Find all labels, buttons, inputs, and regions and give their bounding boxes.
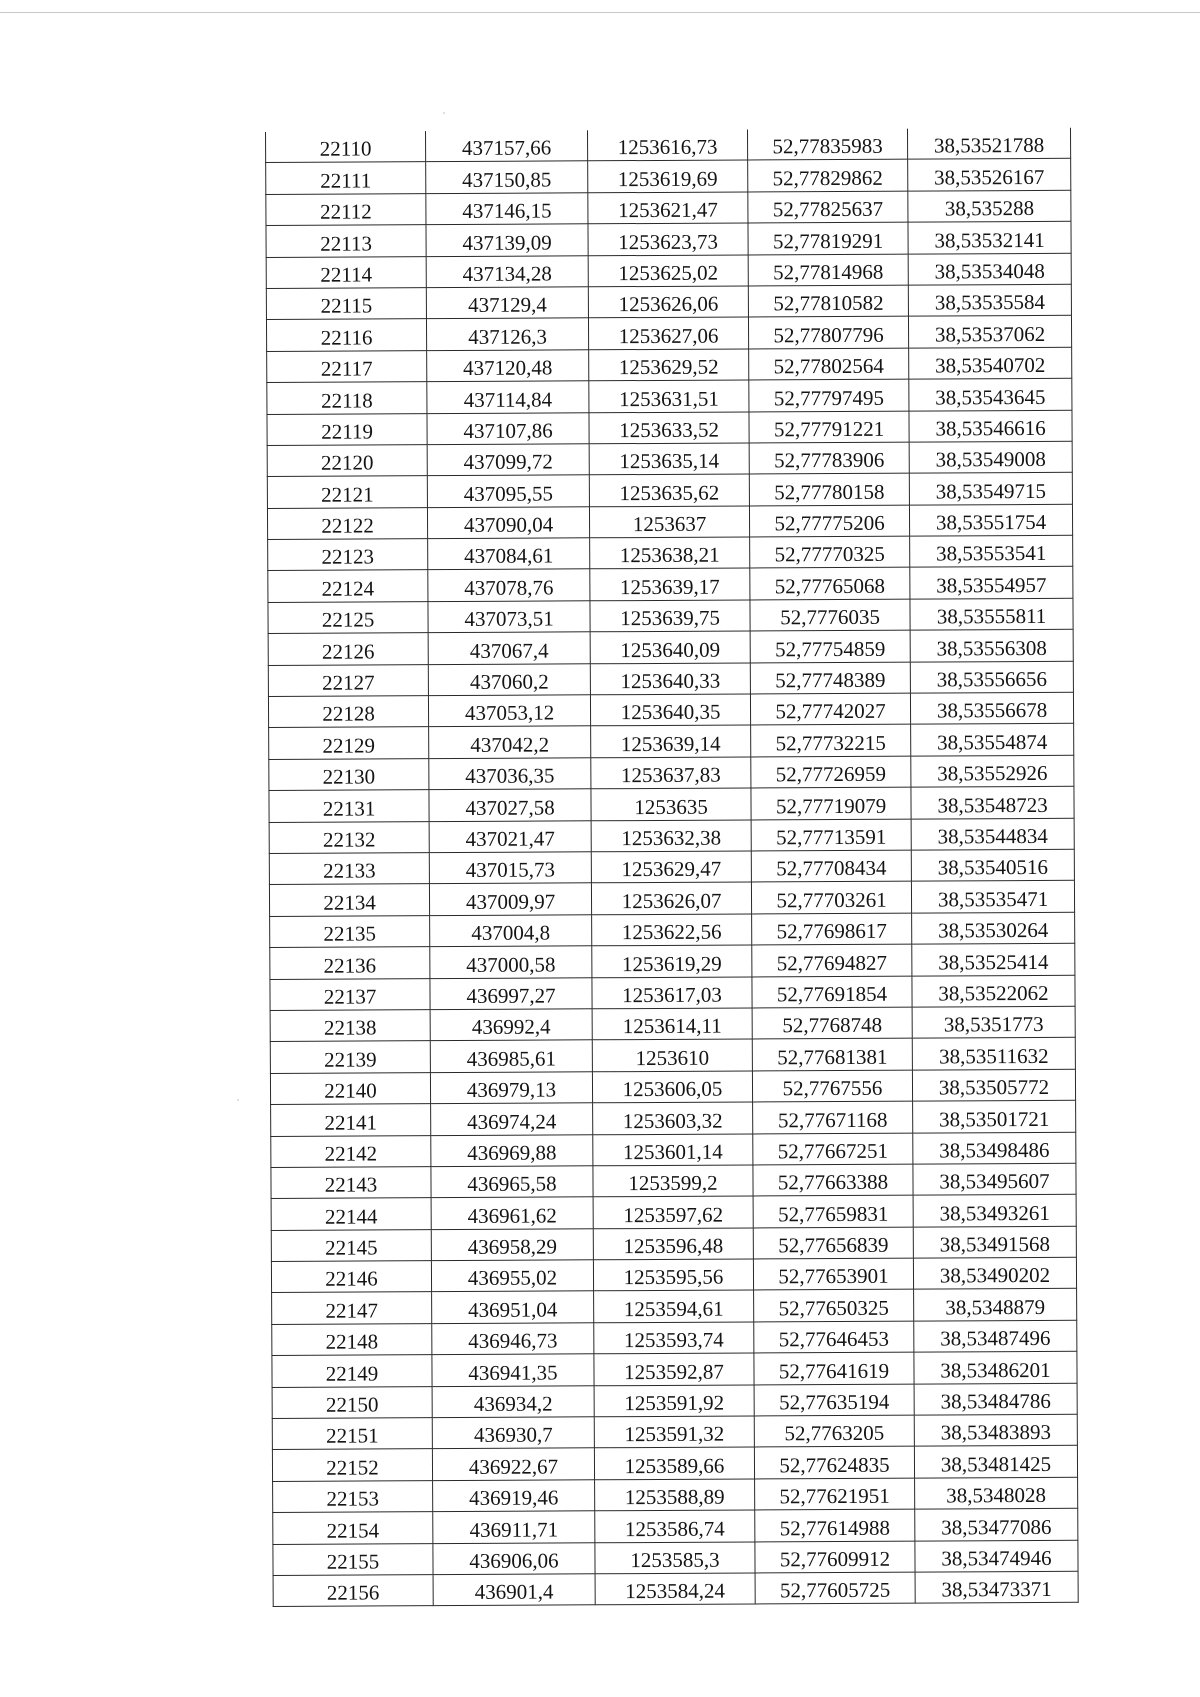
x-coordinate-cell: 436985,61 (430, 1040, 592, 1072)
x-coordinate-cell: 437027,58 (429, 789, 591, 821)
latitude-cell: 52,77614988 (755, 1509, 915, 1541)
latitude-cell: 52,77742027 (750, 693, 910, 725)
x-coordinate-cell: 436911,71 (433, 1511, 595, 1543)
y-coordinate-cell: 1253638,21 (590, 537, 750, 569)
latitude-cell: 52,77802564 (749, 348, 909, 380)
point-number-cell: 22131 (269, 790, 429, 822)
x-coordinate-cell: 436974,24 (431, 1103, 593, 1135)
point-number-cell: 22140 (270, 1072, 430, 1104)
x-coordinate-cell: 436941,35 (432, 1354, 594, 1386)
point-number-cell: 22113 (266, 225, 426, 257)
table-row (266, 190, 1071, 226)
x-coordinate-cell: 437015,73 (429, 852, 591, 884)
table-row (273, 1477, 1078, 1513)
longitude-cell: 38,53477086 (915, 1508, 1078, 1540)
y-coordinate-cell: 1253637 (589, 506, 749, 538)
y-coordinate-cell: 1253623,73 (588, 223, 748, 255)
point-number-cell: 22132 (269, 821, 429, 853)
table-row (268, 598, 1073, 634)
table-row (270, 912, 1075, 948)
y-coordinate-cell: 1253639,75 (590, 600, 750, 632)
table-row (267, 378, 1072, 414)
x-coordinate-cell: 437090,04 (427, 506, 589, 538)
longitude-cell: 38,5348879 (914, 1289, 1077, 1321)
point-number-cell: 22118 (267, 382, 427, 414)
table-row (272, 1414, 1077, 1450)
coordinates-table (265, 128, 1079, 1608)
latitude-cell: 52,77656839 (753, 1227, 913, 1259)
y-coordinate-cell: 1253627,06 (588, 317, 748, 349)
table-row (269, 881, 1074, 917)
latitude-cell: 52,77681381 (752, 1038, 912, 1070)
point-number-cell: 22151 (272, 1418, 432, 1450)
latitude-cell: 52,77646453 (754, 1321, 914, 1353)
point-number-cell: 22136 (270, 947, 430, 979)
table-row (272, 1289, 1077, 1325)
x-coordinate-cell: 436946,73 (432, 1323, 594, 1355)
table-row (270, 975, 1075, 1011)
longitude-cell: 38,53554957 (910, 567, 1073, 599)
latitude-cell: 52,77653901 (753, 1258, 913, 1290)
table-row (267, 410, 1072, 446)
x-coordinate-cell: 436934,2 (432, 1385, 594, 1417)
point-number-cell: 22139 (270, 1041, 430, 1073)
scan-speck (237, 1099, 239, 1101)
x-coordinate-cell: 437067,4 (428, 632, 590, 664)
longitude-cell: 38,53556308 (910, 630, 1073, 662)
table-row (267, 473, 1072, 509)
x-coordinate-cell: 436965,58 (431, 1166, 593, 1198)
latitude-cell: 52,77641619 (754, 1352, 914, 1384)
longitude-cell: 38,5348028 (915, 1477, 1078, 1509)
longitude-cell: 38,53548723 (911, 786, 1074, 818)
point-number-cell: 22155 (273, 1543, 433, 1575)
point-number-cell: 22112 (266, 193, 426, 225)
latitude-cell: 52,77814968 (748, 254, 908, 286)
y-coordinate-cell: 1253595,56 (593, 1259, 753, 1291)
latitude-cell: 52,7776035 (750, 599, 910, 631)
x-coordinate-cell: 437042,2 (429, 726, 591, 758)
x-coordinate-cell: 436906,06 (433, 1542, 595, 1574)
point-number-cell: 22111 (266, 162, 426, 194)
scan-top-edge (0, 12, 1200, 13)
latitude-cell: 52,77835983 (747, 129, 907, 161)
x-coordinate-cell: 437095,55 (427, 475, 589, 507)
y-coordinate-cell: 1253640,33 (590, 663, 750, 695)
x-coordinate-cell: 437073,51 (428, 601, 590, 633)
latitude-cell: 52,7768748 (752, 1007, 912, 1039)
y-coordinate-cell: 1253629,52 (589, 349, 749, 381)
table-row (269, 755, 1074, 791)
x-coordinate-cell: 436919,46 (433, 1480, 595, 1512)
y-coordinate-cell: 1253640,35 (590, 694, 750, 726)
longitude-cell: 38,53474946 (915, 1540, 1078, 1572)
table-row (269, 786, 1074, 822)
point-number-cell: 22114 (266, 256, 426, 288)
longitude-cell: 38,53555811 (910, 598, 1073, 630)
x-coordinate-cell: 437146,15 (426, 193, 588, 225)
point-number-cell: 22137 (270, 978, 430, 1010)
y-coordinate-cell: 1253622,56 (592, 914, 752, 946)
latitude-cell: 52,77810582 (748, 285, 908, 317)
x-coordinate-cell: 437120,48 (427, 350, 589, 382)
longitude-cell: 38,53481425 (914, 1446, 1077, 1478)
point-number-cell: 22130 (269, 758, 429, 790)
longitude-cell: 38,53511632 (912, 1038, 1075, 1070)
y-coordinate-cell: 1253614,11 (592, 1008, 752, 1040)
y-coordinate-cell: 1253640,09 (590, 631, 750, 663)
y-coordinate-cell: 1253626,07 (591, 882, 751, 914)
longitude-cell: 38,53540516 (911, 849, 1074, 881)
latitude-cell: 52,7767556 (752, 1070, 912, 1102)
point-number-cell: 22144 (271, 1198, 431, 1230)
latitude-cell: 52,77765068 (750, 568, 910, 600)
y-coordinate-cell: 1253616,73 (587, 129, 747, 161)
point-number-cell: 22141 (271, 1104, 431, 1136)
x-coordinate-cell: 437129,4 (426, 287, 588, 319)
x-coordinate-cell: 436951,04 (432, 1291, 594, 1323)
latitude-cell: 52,77748389 (750, 662, 910, 694)
y-coordinate-cell: 1253639,14 (591, 725, 751, 757)
y-coordinate-cell: 1253631,51 (589, 380, 749, 412)
x-coordinate-cell: 436969,88 (431, 1134, 593, 1166)
y-coordinate-cell: 1253588,89 (595, 1479, 755, 1511)
point-number-cell: 22149 (272, 1355, 432, 1387)
longitude-cell: 38,53549008 (909, 441, 1072, 473)
latitude-cell: 52,77807796 (748, 316, 908, 348)
y-coordinate-cell: 1253626,06 (588, 286, 748, 318)
longitude-cell: 38,53556678 (910, 692, 1073, 724)
x-coordinate-cell: 437036,35 (429, 758, 591, 790)
latitude-cell: 52,77694827 (752, 944, 912, 976)
latitude-cell: 52,77825637 (748, 191, 908, 223)
longitude-cell: 38,53544834 (911, 818, 1074, 850)
y-coordinate-cell: 1253601,14 (593, 1133, 753, 1165)
latitude-cell: 52,77829862 (748, 160, 908, 192)
x-coordinate-cell: 437114,84 (427, 381, 589, 413)
longitude-cell: 38,53540702 (909, 347, 1072, 379)
longitude-cell: 38,53473371 (915, 1571, 1078, 1603)
point-number-cell: 22128 (268, 696, 428, 728)
table-row (266, 159, 1071, 195)
table-row (272, 1352, 1077, 1388)
y-coordinate-cell: 1253637,83 (591, 757, 751, 789)
y-coordinate-cell: 1253633,52 (589, 411, 749, 443)
x-coordinate-cell: 436955,02 (431, 1260, 593, 1292)
point-number-cell: 22127 (268, 664, 428, 696)
x-coordinate-cell: 436961,62 (431, 1197, 593, 1229)
coordinates-table-body (266, 128, 1079, 1607)
y-coordinate-cell: 1253591,32 (594, 1416, 754, 1448)
x-coordinate-cell: 436979,13 (430, 1072, 592, 1104)
longitude-cell: 38,53546616 (909, 410, 1072, 442)
latitude-cell: 52,77671168 (753, 1101, 913, 1133)
longitude-cell: 38,5351773 (912, 1006, 1075, 1038)
latitude-cell: 52,77663388 (753, 1164, 913, 1196)
latitude-cell: 52,77791221 (749, 411, 909, 443)
longitude-cell: 38,53491568 (913, 1226, 1076, 1258)
x-coordinate-cell: 437157,66 (425, 130, 587, 162)
table-row (271, 1257, 1076, 1293)
y-coordinate-cell: 1253589,66 (594, 1447, 754, 1479)
longitude-cell: 38,53532141 (908, 221, 1071, 253)
x-coordinate-cell: 436922,67 (432, 1448, 594, 1480)
table-row (267, 504, 1072, 540)
longitude-cell: 38,53493261 (913, 1195, 1076, 1227)
y-coordinate-cell: 1253610 (592, 1039, 752, 1071)
table-row (272, 1446, 1077, 1482)
point-number-cell: 22154 (273, 1512, 433, 1544)
x-coordinate-cell: 436958,29 (431, 1228, 593, 1260)
latitude-cell: 52,77754859 (750, 630, 910, 662)
point-number-cell: 22148 (272, 1323, 432, 1355)
longitude-cell: 38,53535584 (908, 284, 1071, 316)
latitude-cell: 52,77621951 (755, 1478, 915, 1510)
table-row (272, 1320, 1077, 1356)
x-coordinate-cell: 436930,7 (432, 1417, 594, 1449)
point-number-cell: 22145 (271, 1229, 431, 1261)
point-number-cell: 22143 (271, 1167, 431, 1199)
y-coordinate-cell: 1253603,32 (593, 1102, 753, 1134)
point-number-cell: 22121 (267, 476, 427, 508)
longitude-cell: 38,53522062 (912, 975, 1075, 1007)
longitude-cell: 38,53484786 (914, 1383, 1077, 1415)
longitude-cell: 38,53505772 (912, 1069, 1075, 1101)
latitude-cell: 52,77770325 (750, 536, 910, 568)
y-coordinate-cell: 1253594,61 (594, 1290, 754, 1322)
latitude-cell: 52,77780158 (749, 473, 909, 505)
x-coordinate-cell: 437134,28 (426, 255, 588, 287)
latitude-cell: 52,77650325 (754, 1290, 914, 1322)
table-row (266, 316, 1071, 352)
point-number-cell: 22147 (272, 1292, 432, 1324)
point-number-cell: 22116 (266, 319, 426, 351)
latitude-cell: 52,77713591 (751, 819, 911, 851)
point-number-cell: 22129 (269, 727, 429, 759)
point-number-cell: 22138 (270, 1010, 430, 1042)
table-row (268, 661, 1073, 697)
point-number-cell: 22135 (270, 915, 430, 947)
longitude-cell: 38,53486201 (914, 1352, 1077, 1384)
longitude-cell: 38,53552926 (911, 755, 1074, 787)
latitude-cell: 52,77691854 (752, 976, 912, 1008)
y-coordinate-cell: 1253584,24 (595, 1573, 755, 1605)
latitude-cell: 52,77708434 (751, 850, 911, 882)
point-number-cell: 22110 (266, 131, 426, 163)
latitude-cell: 52,77698617 (752, 913, 912, 945)
y-coordinate-cell: 1253635,62 (589, 474, 749, 506)
x-coordinate-cell: 437000,58 (430, 946, 592, 978)
latitude-cell: 52,77719079 (751, 787, 911, 819)
y-coordinate-cell: 1253635 (591, 788, 751, 820)
table-row (266, 128, 1071, 163)
x-coordinate-cell: 436992,4 (430, 1009, 592, 1041)
longitude-cell: 38,53487496 (914, 1320, 1077, 1352)
longitude-cell: 38,53521788 (907, 128, 1070, 160)
y-coordinate-cell: 1253606,05 (592, 1071, 752, 1103)
longitude-cell: 38,53554874 (911, 724, 1074, 756)
longitude-cell: 38,53553541 (910, 535, 1073, 567)
y-coordinate-cell: 1253625,02 (588, 255, 748, 287)
x-coordinate-cell: 437060,2 (428, 663, 590, 695)
y-coordinate-cell: 1253591,92 (594, 1385, 754, 1417)
table-row (272, 1383, 1077, 1419)
y-coordinate-cell: 1253599,2 (593, 1165, 753, 1197)
y-coordinate-cell: 1253621,47 (588, 192, 748, 224)
latitude-cell: 52,77609912 (755, 1541, 915, 1573)
point-number-cell: 22156 (273, 1575, 433, 1607)
longitude-cell: 38,53535471 (911, 881, 1074, 913)
longitude-cell: 38,535288 (908, 190, 1071, 222)
table-row (269, 849, 1074, 885)
table-row (267, 347, 1072, 383)
longitude-cell: 38,53490202 (913, 1257, 1076, 1289)
y-coordinate-cell: 1253592,87 (594, 1353, 754, 1385)
x-coordinate-cell: 437053,12 (428, 695, 590, 727)
latitude-cell: 52,77819291 (748, 222, 908, 254)
point-number-cell: 22117 (267, 350, 427, 382)
x-coordinate-cell: 436997,27 (430, 977, 592, 1009)
y-coordinate-cell: 1253593,74 (594, 1322, 754, 1354)
y-coordinate-cell: 1253596,48 (593, 1228, 753, 1260)
latitude-cell: 52,7763205 (754, 1415, 914, 1447)
longitude-cell: 38,53534048 (908, 253, 1071, 285)
table-row (271, 1163, 1076, 1199)
x-coordinate-cell: 437021,47 (429, 820, 591, 852)
y-coordinate-cell: 1253619,29 (592, 945, 752, 977)
table-row (270, 1006, 1075, 1042)
longitude-cell: 38,53525414 (912, 943, 1075, 975)
longitude-cell: 38,53543645 (909, 378, 1072, 410)
y-coordinate-cell: 1253597,62 (593, 1196, 753, 1228)
table-row (271, 1195, 1076, 1231)
point-number-cell: 22124 (268, 570, 428, 602)
x-coordinate-cell: 437084,61 (428, 538, 590, 570)
table-row (269, 724, 1074, 760)
x-coordinate-cell: 437126,3 (426, 318, 588, 350)
latitude-cell: 52,77783906 (749, 442, 909, 474)
point-number-cell: 22152 (272, 1449, 432, 1481)
point-number-cell: 22125 (268, 602, 428, 634)
table-row (268, 692, 1073, 728)
longitude-cell: 38,53537062 (908, 316, 1071, 348)
table-row (273, 1571, 1078, 1607)
longitude-cell: 38,53526167 (908, 159, 1071, 191)
longitude-cell: 38,53549715 (909, 473, 1072, 505)
point-number-cell: 22142 (271, 1135, 431, 1167)
point-number-cell: 22120 (267, 445, 427, 477)
x-coordinate-cell: 437099,72 (427, 444, 589, 476)
point-number-cell: 22123 (268, 539, 428, 571)
table-row (266, 221, 1071, 257)
y-coordinate-cell: 1253629,47 (591, 851, 751, 883)
table-row (271, 1226, 1076, 1262)
x-coordinate-cell: 437150,85 (426, 161, 588, 193)
table-row (270, 1069, 1075, 1105)
point-number-cell: 22134 (269, 884, 429, 916)
latitude-cell: 52,77624835 (754, 1447, 914, 1479)
y-coordinate-cell: 1253639,17 (590, 568, 750, 600)
latitude-cell: 52,77667251 (753, 1133, 913, 1165)
latitude-cell: 52,77726959 (751, 756, 911, 788)
latitude-cell: 52,77775206 (749, 505, 909, 537)
y-coordinate-cell: 1253586,74 (595, 1510, 755, 1542)
table-row (271, 1132, 1076, 1168)
table-row (266, 284, 1071, 320)
longitude-cell: 38,53556656 (910, 661, 1073, 693)
point-number-cell: 22146 (271, 1261, 431, 1293)
point-number-cell: 22122 (267, 507, 427, 539)
table-row (273, 1540, 1078, 1576)
longitude-cell: 38,53498486 (913, 1132, 1076, 1164)
point-number-cell: 22153 (273, 1480, 433, 1512)
y-coordinate-cell: 1253632,38 (591, 820, 751, 852)
table-row (268, 535, 1073, 571)
longitude-cell: 38,53495607 (913, 1163, 1076, 1195)
longitude-cell: 38,53501721 (913, 1100, 1076, 1132)
table-row (273, 1508, 1078, 1544)
y-coordinate-cell: 1253635,14 (589, 443, 749, 475)
latitude-cell: 52,77659831 (753, 1195, 913, 1227)
latitude-cell: 52,77605725 (755, 1572, 915, 1604)
x-coordinate-cell: 437078,76 (428, 569, 590, 601)
table-row (267, 441, 1072, 477)
point-number-cell: 22150 (272, 1386, 432, 1418)
point-number-cell: 22119 (267, 413, 427, 445)
table-row (266, 253, 1071, 289)
y-coordinate-cell: 1253585,3 (595, 1542, 755, 1574)
table-row (271, 1100, 1076, 1136)
table-row (270, 1038, 1075, 1074)
x-coordinate-cell: 436901,4 (433, 1574, 595, 1606)
longitude-cell: 38,53483893 (914, 1414, 1077, 1446)
y-coordinate-cell: 1253619,69 (588, 160, 748, 192)
table-row (268, 567, 1073, 603)
table-row (270, 943, 1075, 979)
x-coordinate-cell: 437004,8 (430, 915, 592, 947)
x-coordinate-cell: 437107,86 (427, 412, 589, 444)
table-row (268, 630, 1073, 666)
x-coordinate-cell: 437009,97 (429, 883, 591, 915)
latitude-cell: 52,77797495 (749, 379, 909, 411)
point-number-cell: 22126 (268, 633, 428, 665)
table-row (269, 818, 1074, 854)
point-number-cell: 22133 (269, 853, 429, 885)
latitude-cell: 52,77635194 (754, 1384, 914, 1416)
x-coordinate-cell: 437139,09 (426, 224, 588, 256)
latitude-cell: 52,77703261 (751, 882, 911, 914)
longitude-cell: 38,53551754 (909, 504, 1072, 536)
scan-speck (443, 112, 445, 114)
latitude-cell: 52,77732215 (751, 725, 911, 757)
point-number-cell: 22115 (266, 288, 426, 320)
longitude-cell: 38,53530264 (912, 912, 1075, 944)
y-coordinate-cell: 1253617,03 (592, 977, 752, 1009)
